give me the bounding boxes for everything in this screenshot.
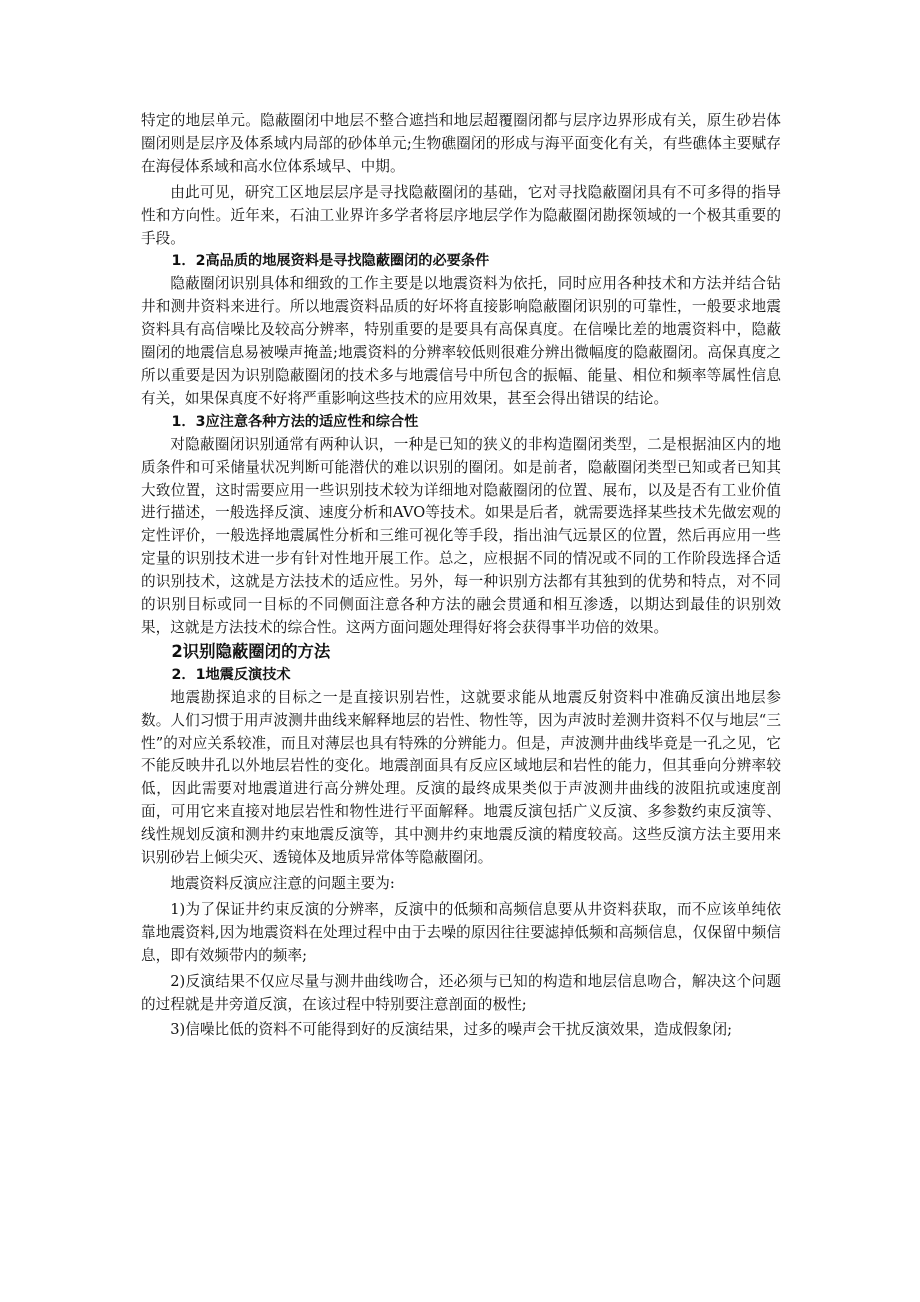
document-page bbox=[141, 110, 781, 1042]
paragraph-seismic-data-quality: 隐蔽圈闭识别具体和细致的工作主要是以地震资料为依托，同时应用各种技术和方法并结合钻井和测井资料来进行。所以地震资料品质的好坏将直接影响隐蔽圈闭识别的可靠性，一般要求地震资料具有高信噪比及较高分辨率，特别重要的是要具有高保真度。在信噪比差的地震资料中，隐蔽圈闭的地震信息易被噪声掩盖;地震资料的分辨率较低则很难分辨出微幅度的隐蔽圈闭。高保真度之所以重要是因为识别隐蔽圈闭的技术多与地震信号中所包含的振幅、能量、相位和频率等属性信息有关，如果保真度不好将严重影响这些技术的应用效果，甚至会得出错误的结论。 bbox=[141, 275, 781, 407]
subsection-heading-1-3: 1．3应注意各种方法的适应性和综合性 bbox=[171, 413, 419, 430]
list-item-issue-3: 3)信噪比低的资料不可能得到好的反演结果，过多的噪声会干扰反演效果，造成假象闭; bbox=[170, 1021, 733, 1039]
paragraph-seismic-inversion: 地震勘探追求的目标之一是直接识别岩性，这就要求能从地震反射资料中准确反演出地层参数。人们习惯于用声波测井曲线来解释地层的岩性、物性等，因为声波时差测井资料不仅与地层“三性”的对应关系较准，而且对薄层也具有特殊的分辨能力。但是，声波测井曲线毕竟是一孔之见，它不能反映井孔以外地层岩性的变化。地震剖面具有反应区域地层和岩性的能力，但其垂向分辨率较低，因此需要对地震道进行高分辨处理。反演的最终成果类似于声波测井曲线的波阻抗或速度剖面，可用它来直接对地层岩性和物性进行平面解释。地震反演包括广义反演、多参数约束反演等、线性规划反演和测井约束地震反演等，其中测井约束地震反演的精度较高。这些反演方法主要用来识别砂岩上倾尖灭、透镜体及地质异常体等隐蔽圈闭。 bbox=[141, 688, 781, 867]
list-item-issue-2: 2)反演结果不仅应尽量与测井曲线吻合，还必须与已知的构造和地层信息吻合，解决这个问题的过程就是井旁道反演，在该过程中特别要注意剖面的极性; bbox=[141, 972, 781, 1013]
subsection-heading-2-1: 2．1地震反演技术 bbox=[171, 666, 291, 683]
subsection-heading-1-2: 1．2高品质的地展资料是寻找隐蔽圈闭的必要条件 bbox=[171, 253, 490, 270]
paragraph-method-adaptability: 对隐蔽圈闭识别通常有两种认识，一种是已知的狭义的非构造圈闭类型，二是根据油区内的地质条件和可采储量状况判断可能潜伏的难以识别的圈闭。如是前者，隐蔽圈闭类型已知或者已知其大致位置，这时需要应用一些识别技术较为详细地对隐蔽圈闭的位置、展布，以及是否有工业价值进行描述，一般选择反演、速度分析和AVO等技术。如果是后者，就需要选择某些技术先做宏观的定性评价，一般选择地震属性分析和三维可视化等手段，指出油气远景区的位置，然后再应用一些定量的识别技术进一步有针对性地开展工作。总之，应根据不同的情况或不同的工作阶段选择合适的识别技术，这就是方法技术的适应性。另外，每一种识别方法都有其独到的优势和特点，对不同的识别目标或同一目标的不同侧面注意各种方法的融会贯通和相互渗透，以期达到最佳的识别效果，这就是方法技术的综合性。这两方面问题处理得好将会获得事半功倍的效果。 bbox=[141, 435, 781, 636]
paragraph-inversion-issues-intro: 地震资料反演应注意的问题主要为: bbox=[170, 875, 395, 892]
paragraph-stratigraphy-summary: 由此可见，研究工区地层层序是寻找隐蔽圈闭的基础，它对寻找隐蔽圈闭具有不可多得的指导性和方向性。近年来，石油工业界许多学者将层序地层学作为隐蔽圈闭勘探领域的一个极其重要的手段。 bbox=[141, 183, 781, 247]
section-heading-2: 2识别隐蔽圈闭的方法 bbox=[171, 641, 331, 661]
paragraph-continuation: 特定的地层单元。隐蔽圈闭中地层不整合遮挡和地层超覆圈闭都与层序边界形成有关，原生砂岩体圈闭则是层序及体系域内局部的砂体单元;生物礁圈闭的形成与海平面变化有关，有些礁体主要赋存在海侵体系域和高水位体系域早、中期。 bbox=[141, 112, 781, 175]
list-item-issue-1: 1)为了保证井约束反演的分辨率，反演中的低频和高频信息要从井资料获取，而不应该单纯依靠地震资料,因为地震资料在处理过程中由于去噪的原因往往要滤掉低频和高频信息，仅保留中频信息，即有效频带内的频率; bbox=[141, 900, 781, 964]
